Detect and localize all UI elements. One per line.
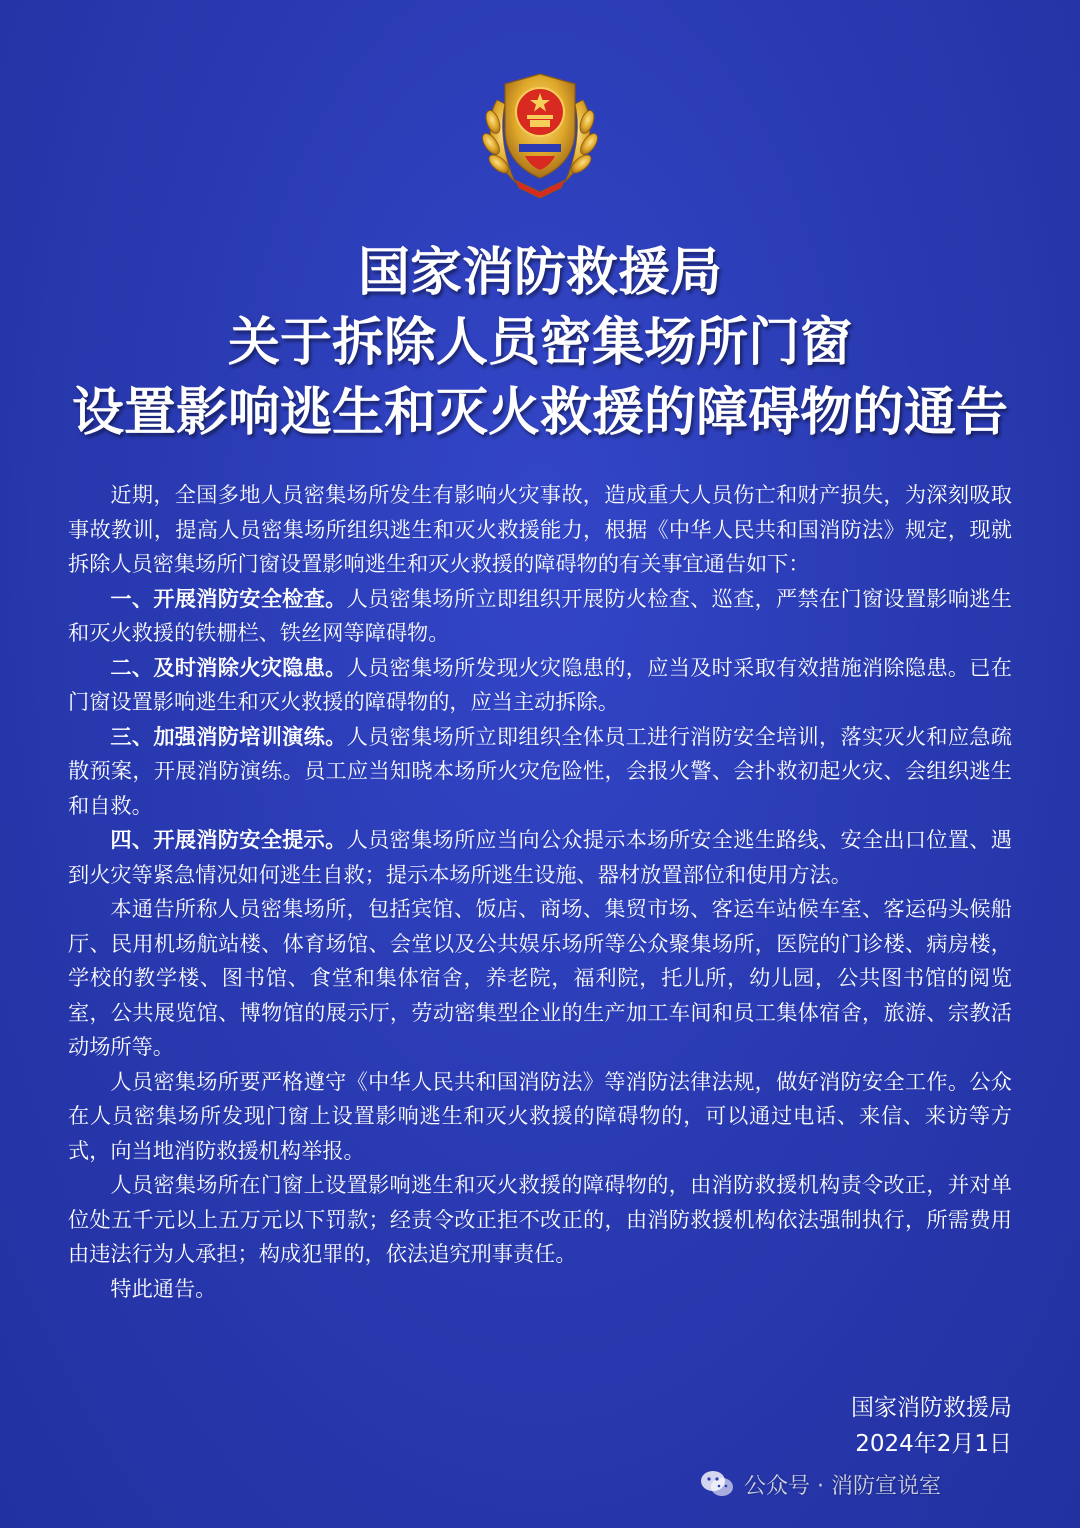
item-4	[68, 823, 1012, 892]
item-4-lead: 四、开展消防安全提示。	[110, 827, 347, 852]
definition-paragraph: 本通告所称人员密集场所，包括宾馆、饭店、商场、集贸市场、客运车站候车室、客运码头候船厅、民用机场航站楼、体育场馆、会堂以及公共娱乐场所等公众聚集场所，医院的门诊楼、病房楼，学校的教学楼、图书馆、食堂和集体宿舍，养老院，福利院，托儿所，幼儿园，公共图书馆的阅览室，公共展览馆、博物馆的展示厅，劳动密集型企业的生产加工车间和员工集体宿舍，旅游、宗教活动场所等。	[68, 896, 1012, 1059]
wechat-icon	[700, 1470, 734, 1498]
item-4-text: 人员密集场所应当向公众提示本场所安全逃生路线、安全出口位置、遇到火灾等紧急情况如何逃生自救；提示本场所逃生设施、器材放置部位和使用方法。	[68, 827, 1012, 887]
fire-rescue-emblem	[475, 60, 605, 200]
item-2-text: 人员密集场所发现火灾隐患的，应当及时采取有效措施消除隐患。已在门窗设置影响逃生和灭火救援的障碍物的，应当主动拆除。	[68, 654, 1012, 714]
watermark-text: 公众号 · 消防宣说室	[744, 1473, 941, 1499]
item-3	[68, 720, 1012, 824]
issue-date: 2024年2月1日	[855, 1431, 1012, 1457]
issuer-name: 国家消防救援局	[851, 1395, 1012, 1421]
title-line-issuer: 国家消防救援局	[357, 242, 722, 303]
item-1-text: 人员密集场所立即组织开展防火检查、巡查，严禁在门窗设置影响逃生和灭火救援的铁栅栏、铁丝网等障碍物。	[68, 585, 1012, 645]
intro-paragraph: 近期，全国多地人员密集场所发生有影响火灾事故，造成重大人员伤亡和财产损失，为深刻吸取事故教训，提高人员密集场所组织逃生和灭火救援能力，根据《中华人民共和国消防法》规定，现就拆除人员密集场所门窗设置影响逃生和灭火救援的障碍物的有关事宜通告如下：	[68, 482, 1012, 576]
item-2-lead: 二、及时消除火灾隐患。	[110, 654, 347, 680]
penalty-paragraph: 人员密集场所在门窗上设置影响逃生和灭火救援的障碍物的，由消防救援机构责令改正，并对单位处五千元以上五万元以下罚款；经责令改正拒不改正的，由消防救援机构依法强制执行，所需费用由违法行为人承担；构成犯罪的，依法追究刑事责任。	[68, 1172, 1012, 1266]
closing-paragraph: 特此通告。	[110, 1275, 217, 1301]
notice-title	[0, 238, 1080, 448]
title-line-3: 设置影响逃生和灭火救援的障碍物的通告	[71, 382, 1008, 443]
notice-body	[68, 478, 1012, 1306]
item-1-lead: 一、开展消防安全检查。	[110, 585, 347, 611]
item-1	[68, 582, 1012, 651]
item-2	[68, 651, 1012, 720]
title-line-2: 关于拆除人员密集场所门窗	[227, 312, 852, 373]
watermark	[700, 1466, 941, 1502]
signature-block	[851, 1390, 1012, 1462]
item-3-text: 人员密集场所立即组织全体员工进行消防安全培训，落实灭火和应急疏散预案，开展消防演练。员工应当知晓本场所火灾危险性，会报火警、会扑救初起火灾、会组织逃生和自救。	[68, 723, 1012, 818]
compliance-paragraph: 人员密集场所要严格遵守《中华人民共和国消防法》等消防法律法规，做好消防安全工作。公众在人员密集场所发现门窗上设置影响逃生和灭火救援的障碍物的，可以通过电话、来信、来访等方式，向当地消防救援机构举报。	[68, 1068, 1012, 1163]
item-3-lead: 三、加强消防培训演练。	[110, 723, 347, 749]
